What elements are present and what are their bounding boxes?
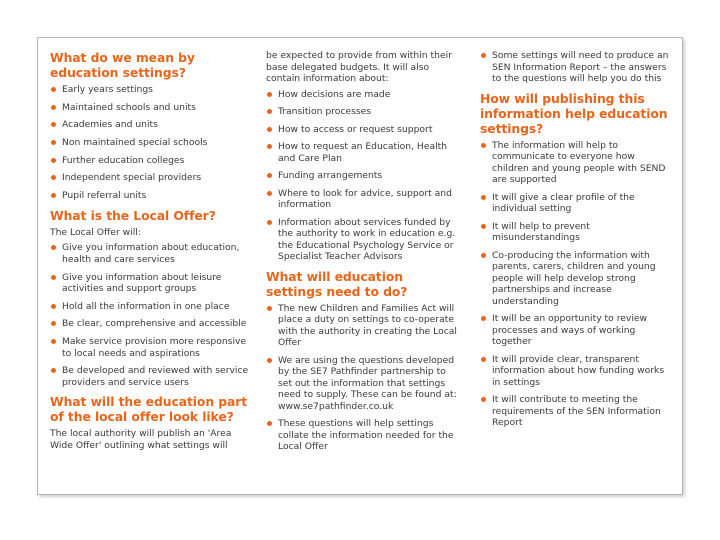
list-item-text: Co-producing the information with parents, carers, children and young people will help develop strong partnerships and increase understanding <box>492 249 656 307</box>
list-item <box>50 301 250 313</box>
section-publishing-help <box>480 91 674 429</box>
bullet-icon <box>51 321 56 326</box>
bullet-icon <box>51 275 56 280</box>
list-sen-report <box>480 50 674 85</box>
list-item-text: Some settings will need to produce an SEN Information Report – the answers to the questions will help you do this <box>492 50 669 84</box>
list-item-text: Be developed and reviewed with service providers and service users <box>62 365 249 388</box>
list-item <box>50 336 250 359</box>
list-item-text: Give you information about education, health and care services <box>62 242 240 265</box>
bullet-icon <box>481 397 486 402</box>
list-item-text: It will provide clear, transparent information about how funding works in settings <box>492 353 665 388</box>
list-item <box>480 394 674 429</box>
heading-settings-need-to-do: What will education settings need to do? <box>266 268 408 299</box>
list-item-text: Information about services funded by the authority to work in education e.g. the Educational Psychology Service or Specialist Teacher Advisors <box>278 216 456 262</box>
list-item-text: Maintained schools and units <box>62 101 196 113</box>
bullet-icon <box>267 144 272 149</box>
list-item-text: We are using the questions developed by the SE7 Pathfinder partnership to set out the information that settings need to supply. These can be found at: www.se7pathfinder.co.uk <box>278 354 457 412</box>
list-item-text: Pupil referral units <box>62 190 147 202</box>
list-item-text: Transition processes <box>278 106 372 117</box>
list-item <box>480 313 674 348</box>
column-1 <box>50 50 250 457</box>
list-publishing-help <box>480 140 674 429</box>
column-3 <box>480 50 674 435</box>
bullet-icon <box>51 193 56 198</box>
bullet-icon <box>267 306 272 311</box>
section-education-settings <box>50 50 250 202</box>
list-item-text: Further education colleges <box>62 154 185 166</box>
list-item <box>480 50 674 85</box>
list-item <box>50 242 250 265</box>
list-item-text: These questions will help settings collate the information needed for the Local Offer <box>278 418 454 452</box>
list-item <box>50 84 250 96</box>
list-item-text: Make service provision more responsive to local needs and aspirations <box>62 336 247 359</box>
heading-education-part: What will the education part of the local offer look like? <box>50 394 248 425</box>
list-item <box>480 250 674 308</box>
bullet-icon <box>51 245 56 250</box>
list-item <box>50 172 250 184</box>
section-local-offer <box>50 208 250 388</box>
list-item <box>50 102 250 114</box>
list-item <box>50 365 250 388</box>
list-item <box>266 141 462 164</box>
list-item <box>266 355 462 413</box>
list-education-settings <box>50 84 250 202</box>
bullet-icon <box>267 191 272 196</box>
list-item-text: It will be an opportunity to review processes and ways of working together <box>492 313 648 347</box>
list-item <box>480 221 674 244</box>
list-item-text: It will help to prevent misunderstandings <box>492 220 590 243</box>
bullet-icon <box>481 143 486 148</box>
list-item <box>480 354 674 389</box>
list-item <box>266 303 462 349</box>
list-item-text: Where to look for advice, support and information <box>278 187 452 210</box>
list-item-text: It will give a clear profile of the individual setting <box>492 191 635 214</box>
bullet-icon <box>51 175 56 180</box>
bullet-icon <box>51 339 56 344</box>
list-item <box>50 119 250 131</box>
bullet-icon <box>481 53 486 58</box>
list-item-text: Be clear, comprehensive and accessible <box>62 318 247 330</box>
bullet-icon <box>267 173 272 178</box>
heading-education-settings: What do we mean by education settings? <box>50 50 195 80</box>
bullet-icon <box>267 421 272 426</box>
list-item-text: How to access or request support <box>278 123 433 135</box>
bullet-icon <box>481 316 486 321</box>
list-item <box>266 188 462 211</box>
list-item <box>480 192 674 215</box>
bullet-icon <box>51 304 56 309</box>
list-item <box>480 140 674 186</box>
heading-local-offer: What is the Local Offer? <box>50 207 216 223</box>
section-settings-need-to-do <box>266 269 462 453</box>
list-item <box>266 124 462 136</box>
bullet-icon <box>51 368 56 373</box>
bullet-icon <box>267 109 272 114</box>
list-item-text: How decisions are made <box>278 88 391 100</box>
list-item-text: The information will help to communicate to everyone how children and young people with SEND are supported <box>492 139 666 185</box>
list-item <box>50 155 250 167</box>
list-item-text: Early years settings <box>62 84 153 95</box>
bullet-icon <box>51 122 56 127</box>
list-item <box>266 89 462 101</box>
list-item-text: Give you information about leisure activities and support groups <box>62 271 222 294</box>
bullet-icon <box>51 105 56 110</box>
education-part-paragraph: The local authority will publish an 'Area Wide Offer' outlining what settings will <box>50 428 232 451</box>
list-item-text: Independent special providers <box>62 172 202 184</box>
bullet-icon <box>51 158 56 163</box>
leaflet-page <box>37 37 683 495</box>
list-information-about <box>266 89 462 263</box>
section-education-part <box>50 394 250 451</box>
list-item <box>266 418 462 453</box>
list-item <box>266 217 462 263</box>
bullet-icon <box>481 253 486 258</box>
local-offer-intro: The Local Offer will: <box>50 226 141 238</box>
bullet-icon <box>267 127 272 132</box>
list-item <box>50 137 250 149</box>
list-item <box>266 106 462 118</box>
list-item <box>266 170 462 182</box>
column-2 <box>266 50 462 459</box>
bullet-icon <box>481 357 486 362</box>
continued-paragraph: be expected to provide from within their base delegated budgets. It will also contain information about: <box>266 50 452 84</box>
heading-publishing-help: How will publishing this information help education settings? <box>480 90 668 136</box>
bullet-icon <box>267 358 272 363</box>
list-item-text: How to request an Education, Health and Care Plan <box>278 141 448 164</box>
list-local-offer <box>50 242 250 388</box>
list-item-text: Academies and units <box>62 119 158 131</box>
list-item <box>50 272 250 295</box>
bullet-icon <box>481 195 486 200</box>
bullet-icon <box>267 220 272 225</box>
list-item-text: Non maintained special schools <box>62 137 208 149</box>
list-item-text: Funding arrangements <box>278 170 383 181</box>
list-item <box>50 190 250 202</box>
list-item-text: The new Children and Families Act will place a duty on settings to co-operate with the authority in creating the Local Offer <box>278 302 457 348</box>
bullet-icon <box>267 92 272 97</box>
list-item-text: It will contribute to meeting the requirements of the SEN Information Report <box>492 394 661 428</box>
list-item-text: Hold all the information in one place <box>62 300 230 312</box>
bullet-icon <box>51 87 56 92</box>
list-item <box>50 318 250 330</box>
list-settings-need-to-do <box>266 303 462 453</box>
bullet-icon <box>481 224 486 229</box>
bullet-icon <box>51 140 56 145</box>
